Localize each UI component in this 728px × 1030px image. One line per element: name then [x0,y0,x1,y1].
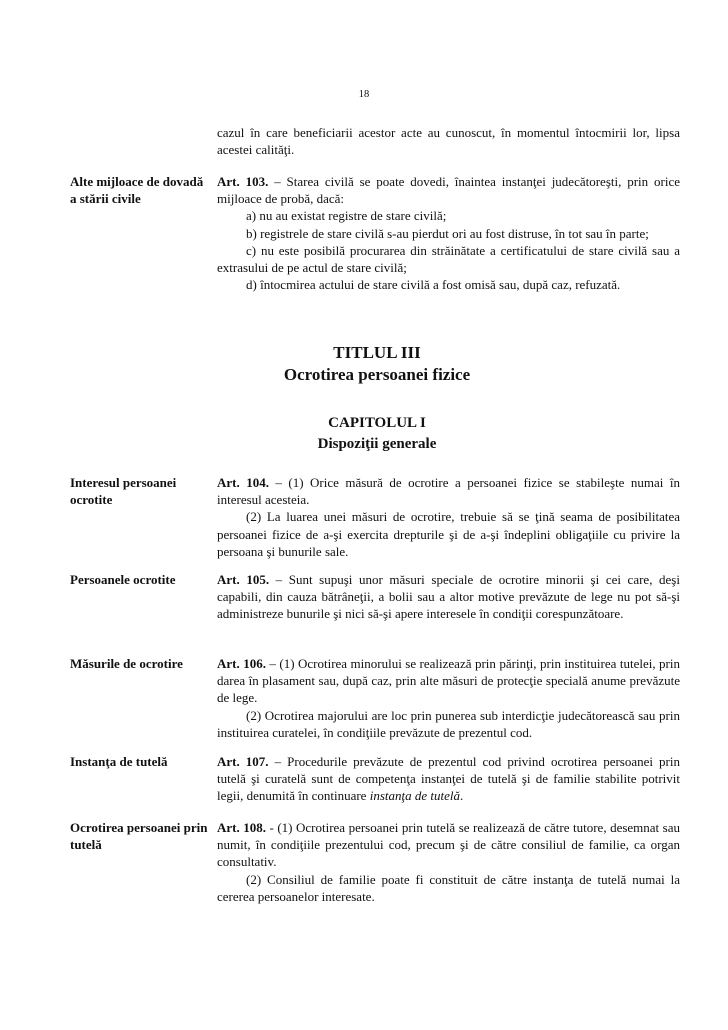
art103-body [217,173,680,293]
art105-number: Art. 105. [217,572,270,587]
title-name: Ocrotirea persoanei fizice [283,365,471,384]
art106-side-title: Măsurile de ocrotire [70,656,183,671]
continuation-text: cazul în care beneficiarii acestor acte au cunoscut, în momentul întocmirii lor, lipsa acestei calităţi. [217,125,680,158]
art107-side-title: Instanţa de tutelă [70,754,168,769]
art103-number: Art. 103. [217,174,269,189]
art108-number: Art. 108. [217,820,266,835]
continuation-paragraph [217,124,680,158]
art107-body [217,753,680,805]
art104-number: Art. 104. [217,475,269,490]
art106-p2: (2) Ocrotirea majorului are loc prin punerea sub interdicţie judecătorească sau prin instituirea curatelei, în condiţiile prevăzute de prezentul cod. [217,707,680,740]
art106-body [217,655,680,741]
art108-body [217,819,680,905]
art103-item-d: d) întocmirea actului de stare civilă a fost omisă sau, după caz, refuzată. [246,277,621,293]
chapter-name: Dispoziţii generale [317,436,437,452]
art108-p1: - (1) Ocrotirea persoanei prin tutelă se realizează de către tutore, desemnat sau numit, în condiţiile prezentului cod, precum şi de către consiliul de familie, ca organ consultativ. [217,820,680,870]
art108-side-title: Ocrotirea persoanei prin tutelă [70,820,208,852]
art103-item-c: c) nu este posibilă procurarea din străinătate a certificatului de stare civilă sau a extrasului de pe actul de stare civilă; [217,242,680,276]
chapter-label: CAPITOLUL I [328,415,426,431]
art103-item-a: a) nu au existat registre de stare civilă; [246,208,447,224]
art104-side-title: Interesul persoanei ocrotite [70,475,177,507]
art107-number: Art. 107. [217,754,269,769]
art106-p1: – (1) Ocrotirea minorului se realizează prin părinţi, prin instituirea tutelei, prin darea în plasament sau, după caz, prin alte măsuri de protecţie specială anume prevăzute de lege. [217,656,680,706]
art105-p1: – Sunt supuşi unor măsuri speciale de ocrotire minorii şi cei care, deşi capabili, din cauza bătrâneţii, a bolii sau a altor motive prevăzute de lege nu pot să-şi administreze bunurile şi nici să-şi apere interesele în condiţii corespunzătoare. [217,572,680,622]
art107-p1: – Procedurile prevăzute de prezentul cod privind ocrotirea persoanei prin tutelă şi curatelă sunt de competenţa instanţei de tutelă şi de familie stabilite potrivit legii, denumită în continuare [217,754,681,804]
title-label: TITLUL III [333,343,421,362]
art104-p2: (2) La luarea unei măsuri de ocrotire, trebuie să se ţină seama de posibilitatea persoanei fizice de a-şi exercita drepturile şi de a-şi îndeplini obligaţiile cu privire la persoana şi bunurile sale. [217,509,680,559]
art104-p1: – (1) Orice măsură de ocrotire a persoanei fizice se stabileşte numai în interesul acesteia. [217,475,680,508]
art103-intro: – Starea civilă se poate dovedi, înaintea instanţei judecătoreşti, prin orice mijloace de probă, dacă: [217,174,680,207]
art107-p1-end: . [460,788,464,804]
art105-side-title: Persoanele ocrotite [70,572,176,587]
art103-item-b: b) registrele de stare civilă s-au pierdut ori au fost distruse, în tot sau în parte; [246,225,649,241]
page-number: 18 [358,89,370,100]
art107-defined-term: instanţa de tutelă [369,788,460,804]
art106-number: Art. 106. [217,656,266,671]
art108-p2: (2) Consiliul de familie poate fi constituit de către instanţa de tutelă numai la cererea persoanelor interesate. [217,871,680,904]
art103-side-title: Alte mijloace de dovadă a stării civile [70,174,204,206]
art105-body [217,571,680,623]
art104-body [217,474,680,560]
